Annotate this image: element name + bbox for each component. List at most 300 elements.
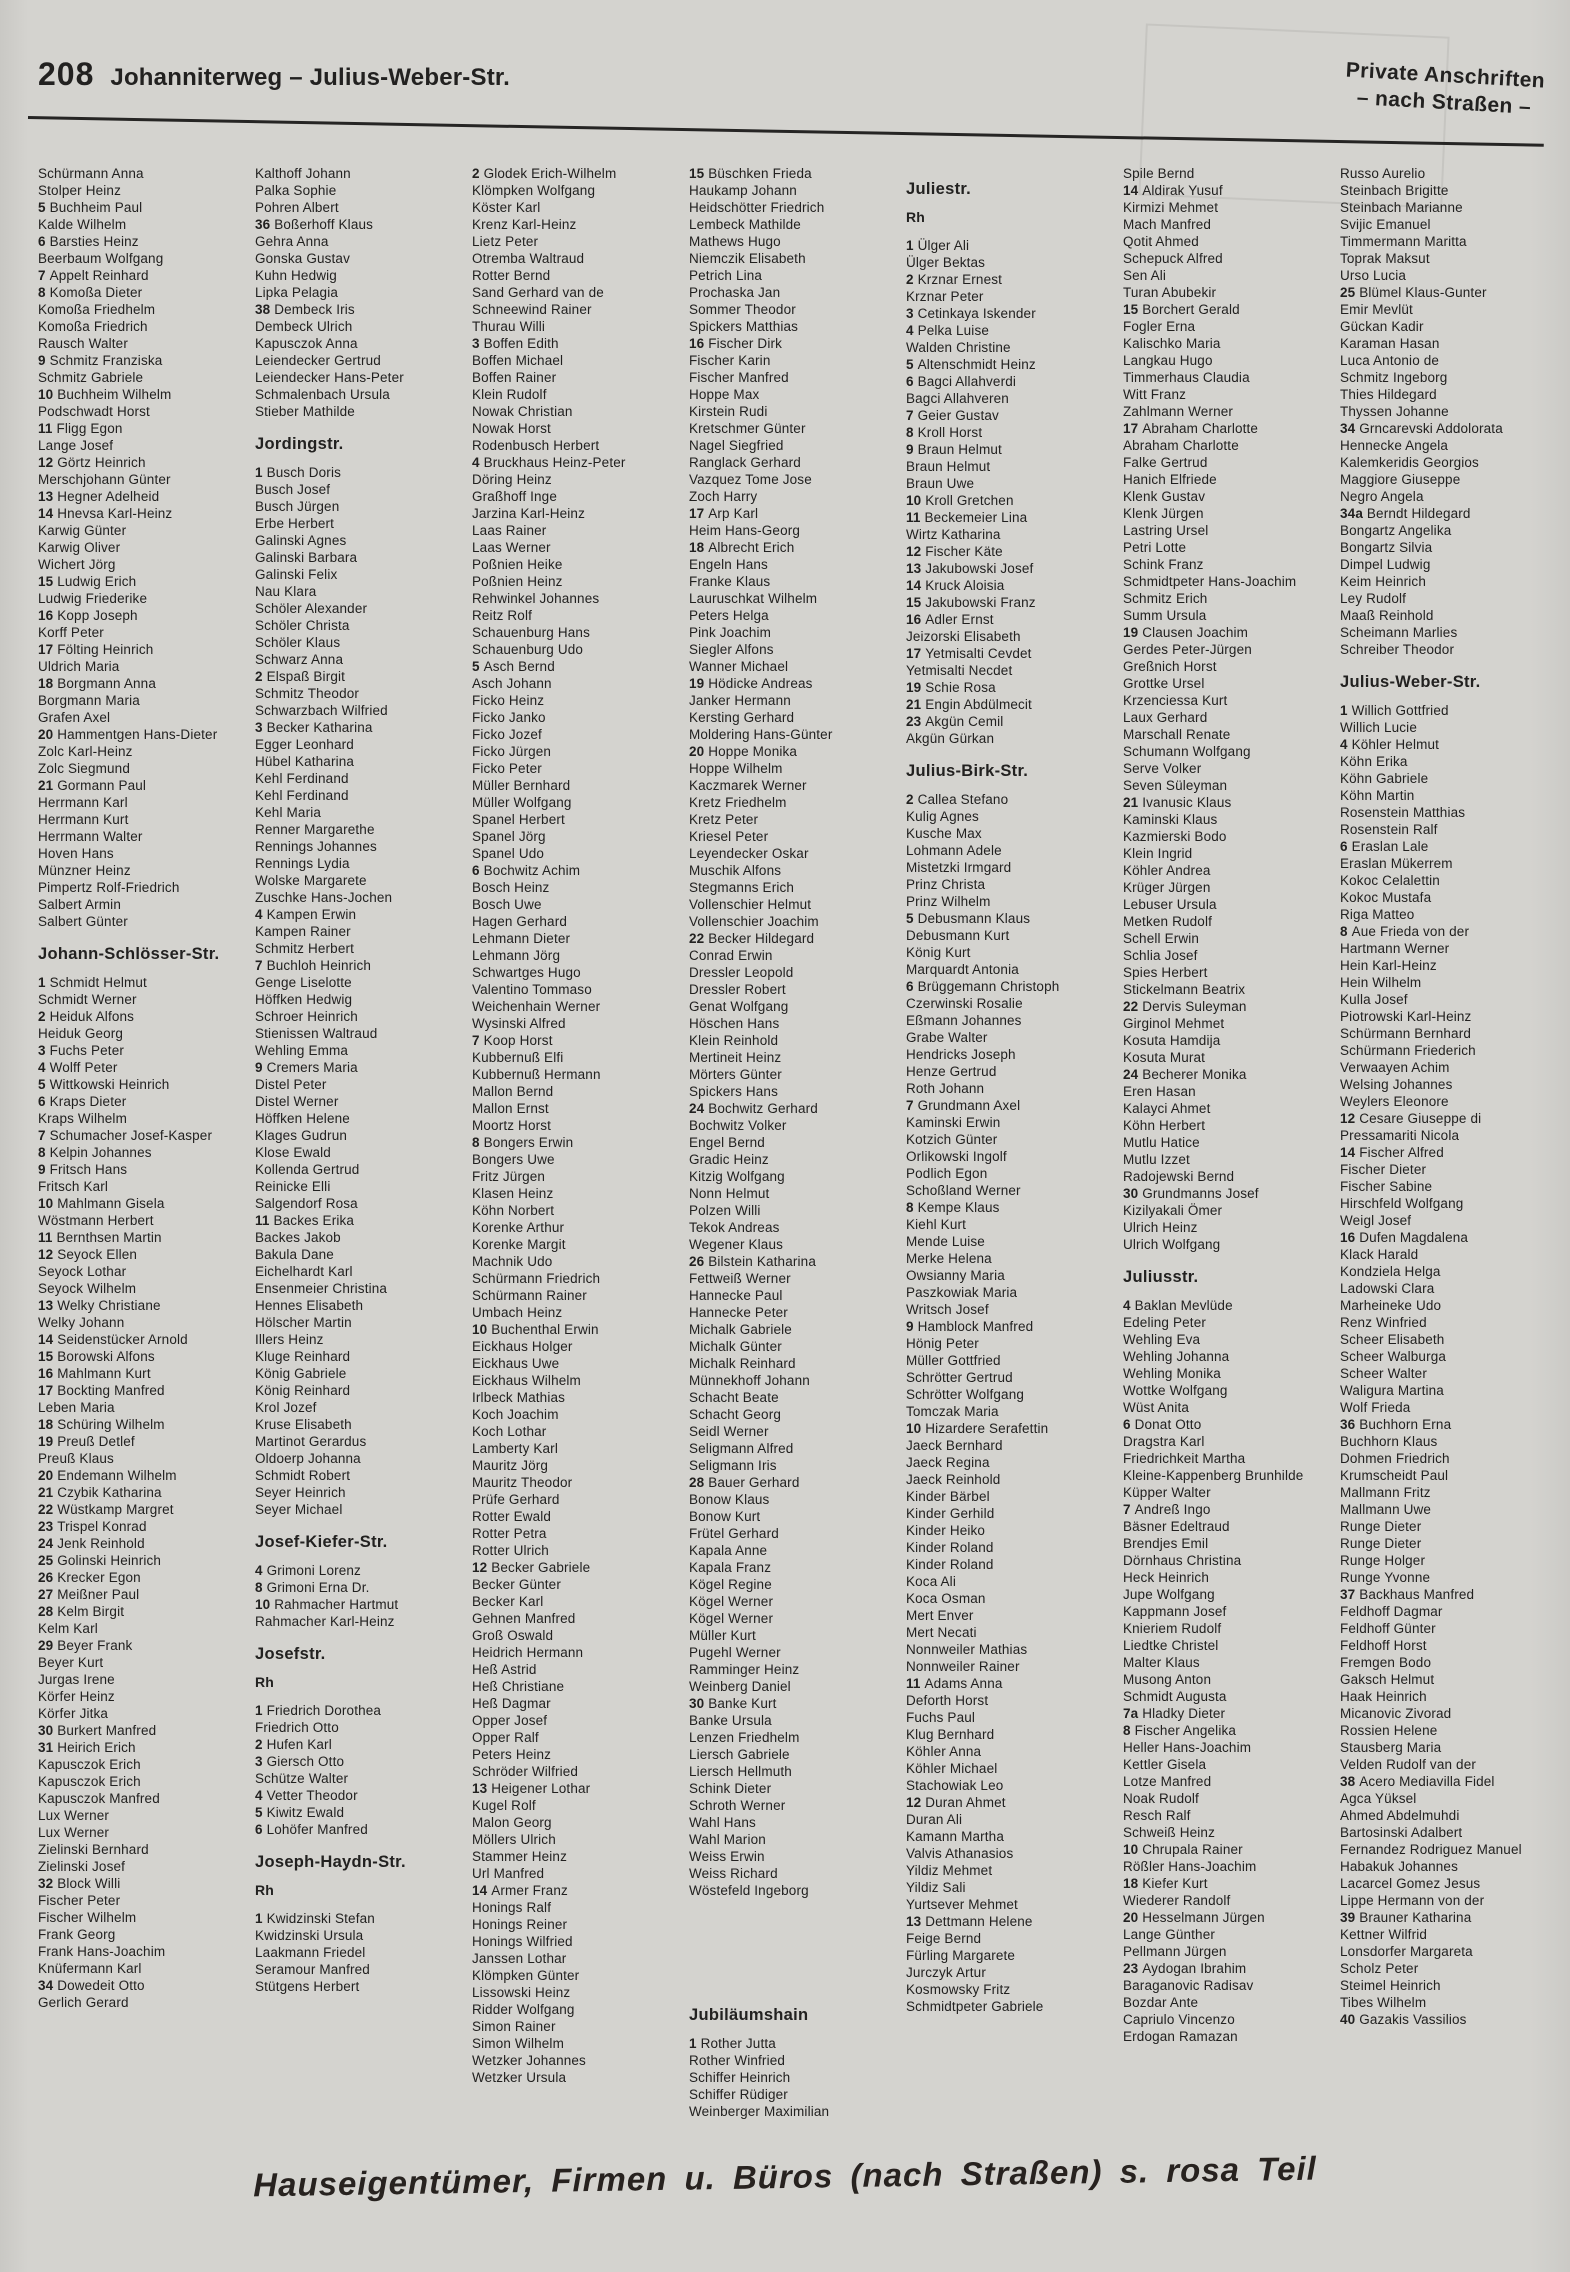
house-number: 13 [906,1914,922,1929]
directory-entry: Polzen Willi [689,1203,761,1218]
directory-entry: Schmidtpeter Hans-Joachim [1123,574,1297,589]
directory-entry: Steinbach Brigitte [1340,183,1449,198]
house-number: 4 [38,1060,46,1075]
directory-entry: Kalthoff Johann [255,166,351,181]
house-number: 9 [38,1162,46,1177]
directory-entry: Karwig Günter [38,523,127,538]
house-number: 38 [1340,1774,1356,1789]
directory-entry: 18 Albrecht Erich [689,540,795,555]
directory-entry: Welky Johann [38,1315,125,1330]
directory-entry: Haak Heinrich [1340,1689,1427,1704]
directory-entry: Schürmann Friederich [1340,1043,1476,1058]
directory-entry: Wolske Margarete [255,873,367,888]
house-number: 5 [38,200,46,215]
directory-entry: Schmidt Augusta [1123,1689,1227,1704]
directory-entry: Abraham Charlotte [1123,438,1239,453]
directory-entry: Heß Christiane [472,1679,565,1694]
directory-entry: Nonnweiler Mathias [906,1642,1028,1657]
directory-entry: 25 Golinski Heinrich [38,1553,162,1568]
house-number: 6 [38,1094,46,1109]
directory-entry: 5 Kiwitz Ewald [255,1805,345,1820]
directory-entry: Weiss Erwin [689,1849,765,1864]
directory-entry: Frank Georg [38,1927,116,1942]
house-number: 8 [1340,924,1348,939]
directory-entry: 4 Grimoni Lorenz [255,1563,361,1578]
house-number: 12 [472,1560,488,1575]
directory-entry: Zahlmann Werner [1123,404,1234,419]
directory-entry: Lebuser Ursula [1123,897,1217,912]
house-number: 14 [38,506,54,521]
directory-entry: Rahmacher Karl-Heinz [255,1614,395,1629]
directory-entry: Rotter Ulrich [472,1543,549,1558]
directory-entry: Verwaayen Achim [1340,1060,1450,1075]
directory-entry: Köhn Herbert [1123,1118,1206,1133]
directory-entry: Köhn Gabriele [1340,771,1429,786]
house-number: 13 [472,1781,488,1796]
house-number: 34 [1340,421,1356,436]
directory-entry: Mert Necati [906,1625,977,1640]
directory-entry: Kazmierski Bodo [1123,829,1227,844]
directory-entry: 26 Bilstein Katharina [689,1254,816,1269]
directory-entry: 8 Kempe Klaus [906,1200,1000,1215]
directory-entry: 11 Fligg Egon [38,421,123,436]
directory-entry: 11 Backes Erika [255,1213,355,1228]
directory-entry: Valentino Tommaso [472,982,592,997]
directory-entry: Kirstein Rudi [689,404,768,419]
directory-entry: 12 Duran Ahmet [906,1795,1006,1810]
directory-entry: Jeizorski Elisabeth [906,629,1021,644]
directory-entry: Fritz Jürgen [472,1169,546,1184]
directory-entry: Braun Uwe [906,476,975,491]
directory-entry: Kinder Bärbel [906,1489,990,1504]
directory-entry: Illers Heinz [255,1332,324,1347]
directory-entry: Müller Wolfgang [472,795,572,810]
directory-entry: 12 Becker Gabriele [472,1560,591,1575]
directory-entry: Kehl Ferdinand [255,788,349,803]
directory-entry: Klug Bernhard [906,1727,995,1742]
directory-entry: Pohren Albert [255,200,339,215]
directory-entry: Kulig Agnes [906,809,979,824]
house-number: 5 [38,1077,46,1092]
directory-entry: 4 Köhler Helmut [1340,737,1440,752]
directory-entry: Laux Gerhard [1123,710,1208,725]
directory-entry: 8 Aue Frieda von der [1340,924,1470,939]
house-number: 36 [255,217,271,232]
directory-entry: Dohmen Friedrich [1340,1451,1450,1466]
directory-entry: Schell Erwin [1123,931,1200,946]
directory-entry: Lenzen Friedhelm [689,1730,800,1745]
directory-entry: Schacht Beate [689,1390,779,1405]
directory-entry: Noak Rudolf [1123,1791,1199,1806]
directory-entry: Hanich Elfriede [1123,472,1217,487]
directory-entry: 29 Beyer Frank [38,1638,133,1653]
directory-entry: Koch Lothar [472,1424,547,1439]
directory-entry: Ley Rudolf [1340,591,1407,606]
house-number: 18 [38,1417,54,1432]
directory-entry: 7a Hladky Dieter [1123,1706,1226,1721]
directory-entry: Kaminski Erwin [906,1115,1001,1130]
directory-entry: Krumscheidt Paul [1340,1468,1449,1483]
directory-entry: Kiehl Kurt [906,1217,967,1232]
directory-entry: Vazquez Tome Jose [689,472,812,487]
house-number: 16 [906,612,922,627]
directory-entry: Dörnhaus Christina [1123,1553,1242,1568]
directory-entry: 8 Kroll Horst [906,425,983,440]
directory-entry: Witt Franz [1123,387,1187,402]
directory-entry: Janker Hermann [689,693,791,708]
directory-entry: 22 Dervis Suleyman [1123,999,1247,1014]
house-number: 7 [906,1098,914,1113]
directory-entry: Nowak Horst [472,421,551,436]
directory-entry: Timmermann Maritta [1340,234,1467,249]
house-number: 4 [472,455,480,470]
house-number: 7 [38,268,46,283]
house-number: 6 [906,979,914,994]
directory-entry: Fritsch Karl [38,1179,109,1194]
directory-entry: Machnik Udo [472,1254,553,1269]
directory-entry: Spickers Hans [689,1084,778,1099]
directory-entry: 9 Cremers Maria [255,1060,358,1075]
house-number: 9 [906,442,914,457]
directory-entry: Wysinski Alfred [472,1016,566,1031]
directory-entry: Gückan Kadir [1340,319,1424,334]
directory-entry: Kinder Gerhild [906,1506,995,1521]
directory-entry: Ficko Heinz [472,693,545,708]
directory-entry: Beyer Kurt [38,1655,104,1670]
directory-entry: 16 Kopp Joseph [38,608,138,623]
house-number: 24 [689,1101,705,1116]
directory-entry: Agca Yüksel [1340,1791,1417,1806]
house-number: 23 [906,714,922,729]
house-number: 20 [38,727,54,742]
directory-entry: Eßmann Johannes [906,1013,1022,1028]
directory-entry: Kinder Roland [906,1557,994,1572]
directory-entry: Korenke Arthur [472,1220,565,1235]
house-number: 39 [1340,1910,1356,1925]
directory-entry: Simon Wilhelm [472,2036,564,2051]
directory-entry: 8 Bongers Erwin [472,1135,574,1150]
directory-entry: Ramminger Heinz [689,1662,800,1677]
directory-entry: Opper Josef [472,1713,548,1728]
directory-entry: 31 Heirich Erich [38,1740,136,1755]
directory-entry: Kokoc Mustafa [1340,890,1432,905]
directory-entry: Luca Antonio de [1340,353,1440,368]
directory-entry: 5 Wittkowski Heinrich [38,1077,170,1092]
directory-entry: Schiffer Heinrich [689,2070,791,2085]
house-number: 6 [255,1822,263,1837]
directory-entry: Schürmann Rainer [472,1288,587,1303]
directory-entry: Opper Ralf [472,1730,539,1745]
directory-entry: Bosch Uwe [472,897,542,912]
directory-entry: Rother Winfried [689,2053,786,2068]
house-number: 4 [1123,1298,1131,1313]
directory-entry: Writsch Josef [906,1302,989,1317]
house-number: 6 [1123,1417,1131,1432]
directory-entry: Leyendecker Oskar [689,846,809,861]
directory-entry: Fremgen Bodo [1340,1655,1432,1670]
directory-entry: Klein Rudolf [472,387,547,402]
directory-entry: Jurczyk Artur [906,1965,986,1980]
directory-entry: Komoßa Friedhelm [38,302,156,317]
directory-entry: Siegler Alfons [689,642,774,657]
house-number: 23 [1123,1961,1139,1976]
directory-entry: Klages Gudrun [255,1128,348,1143]
directory-entry: Kapala Franz [689,1560,772,1575]
directory-entry: 7 Andreß Ingo [1123,1502,1211,1517]
house-number: 37 [1340,1587,1356,1602]
directory-entry: Fischer Wilhelm [38,1910,137,1925]
house-number: 1 [906,238,914,253]
directory-entry: 39 Brauner Katharina [1340,1910,1472,1925]
directory-entry: Honings Wilfried [472,1934,573,1949]
directory-entry: Marheineke Udo [1340,1298,1442,1313]
directory-entry: Kamann Martha [906,1829,1004,1844]
directory-entry: Ahmed Abdelmuhdi [1340,1808,1460,1823]
directory-entry: Spanel Udo [472,846,545,861]
directory-entry: Kluge Reinhard [255,1349,351,1364]
directory-entry: Runge Dieter [1340,1536,1422,1551]
directory-entry: Friedrich Otto [255,1720,339,1735]
directory-entry: Bozdar Ante [1123,1995,1199,2010]
directory-entry: Becker Karl [472,1594,544,1609]
directory-entry: Krenz Karl-Heinz [472,217,577,232]
directory-entry: Busch Jürgen [255,499,340,514]
column-gap [689,1899,886,1991]
directory-entry: 21 Czybik Katharina [38,1485,162,1500]
directory-entry: Ulrich Wolfgang [1123,1237,1221,1252]
directory-entry: Kapusczok Anna [255,336,358,351]
house-number: 15 [689,166,705,181]
directory-entry: 22 Wüstkamp Margret [38,1502,174,1517]
house-number: 10 [472,1322,488,1337]
directory-entry: Heidrich Hermann [472,1645,584,1660]
directory-column-4 [689,165,886,2150]
directory-entry: 8 Komoßa Dieter [38,285,143,300]
house-number: 2 [255,669,263,684]
directory-entry: Müller Gottfried [906,1353,1001,1368]
directory-entry: 17 Arp Karl [689,506,759,521]
directory-entry: Mallmann Uwe [1340,1502,1432,1517]
page-header [38,56,510,93]
directory-entry: Schlia Josef [1123,948,1198,963]
directory-entry: Schneewind Rainer [472,302,592,317]
directory-entry: 7 Buchloh Heinrich [255,958,372,973]
directory-entry: Hübel Katharina [255,754,355,769]
directory-entry: 2 Heiduk Alfons [38,1009,135,1024]
directory-entry: Mertineit Heinz [689,1050,782,1065]
directory-entry: Ensenmeier Christina [255,1281,388,1296]
directory-entry: Scheimann Marlies [1340,625,1458,640]
directory-entry: 11 Bernthsen Martin [38,1230,162,1245]
directory-entry: Rotter Petra [472,1526,547,1541]
house-number: 12 [38,1247,54,1262]
directory-entry: Hannecke Paul [689,1288,783,1303]
house-number: 11 [255,1213,270,1228]
house-number: 10 [255,1597,271,1612]
directory-entry: Leiendecker Hans-Peter [255,370,404,385]
house-number: 16 [1340,1230,1356,1245]
directory-entry: Stieber Mathilde [255,404,355,419]
directory-entry: Kuhn Hedwig [255,268,337,283]
house-number: 31 [38,1740,54,1755]
directory-entry: Feige Bernd [906,1931,982,1946]
house-number: 10 [38,387,54,402]
directory-entry: Kalayci Ahmet [1123,1101,1211,1116]
directory-entry: Haukamp Johann [689,183,797,198]
directory-entry: Umbach Heinz [472,1305,563,1320]
directory-entry: Dembeck Ulrich [255,319,353,334]
directory-entry: Yildiz Sali [906,1880,966,1895]
directory-entry: Schmitz Herbert [255,941,355,956]
directory-entry: Fischer Dieter [1340,1162,1427,1177]
directory-entry: Michalk Günter [689,1339,782,1354]
directory-entry: 16 Adler Ernst [906,612,994,627]
directory-entry: Baraganovic Radisav [1123,1978,1254,1993]
house-number: 24 [1123,1067,1139,1082]
directory-entry: Grafen Axel [38,710,111,725]
directory-entry: Eickhaus Wilhelm [472,1373,581,1388]
directory-entry: Peters Helga [689,608,769,623]
house-number: 11 [38,421,53,436]
directory-entry: Stolper Heinz [38,183,121,198]
directory-entry: Höffken Hedwig [255,992,353,1007]
directory-entry: Salbert Günter [38,914,128,929]
directory-entry: Honings Ralf [472,1900,552,1915]
directory-entry: Karwig Oliver [38,540,121,555]
directory-entry: Stienissen Waltraud [255,1026,378,1041]
directory-entry: 4 Wolff Peter [38,1060,118,1075]
house-number: 6 [472,863,480,878]
house-number: 15 [38,574,54,589]
directory-entry: Seyer Heinrich [255,1485,346,1500]
directory-entry: 6 Lohöfer Manfred [255,1822,368,1837]
house-number: 10 [38,1196,54,1211]
directory-entry: Kretz Friedhelm [689,795,787,810]
directory-entry: Marquardt Antonia [906,962,1019,977]
directory-entry: Galinski Agnes [255,533,347,548]
directory-entry: Pressamariti Nicola [1340,1128,1460,1143]
directory-entry: Banke Ursula [689,1713,772,1728]
directory-entry: 6 Bochwitz Achim [472,863,581,878]
directory-entry: Mallmann Fritz [1340,1485,1431,1500]
directory-entry: Jaeck Reinhold [906,1472,1001,1487]
directory-entry: Koca Osman [906,1591,986,1606]
directory-entry: Klack Harald [1340,1247,1419,1262]
directory-entry: Seyer Michael [255,1502,343,1517]
directory-entry: 23 Trispel Konrad [38,1519,147,1534]
directory-entry: Marschall Renate [1123,727,1231,742]
directory-entry: Wichert Jörg [38,557,116,572]
directory-entry: Lauruschkat Wilhelm [689,591,818,606]
directory-entry: Renz Winfried [1340,1315,1427,1330]
directory-entry: Borgmann Maria [38,693,140,708]
directory-entry: Beerbaum Wolfgang [38,251,164,266]
directory-entry: Krzenciessa Kurt [1123,693,1228,708]
house-number: 11 [906,510,921,525]
directory-entry: Zolc Siegmund [38,761,130,776]
directory-entry: Spanel Herbert [472,812,565,827]
directory-entry: Schauenburg Udo [472,642,584,657]
directory-entry: Lippe Hermann von der [1340,1893,1485,1908]
directory-entry: 9 Schmitz Franziska [38,353,163,368]
directory-entry: 4 Kampen Erwin [255,907,357,922]
directory-entry: Fernandez Rodriguez Manuel [1340,1842,1522,1857]
directory-entry: Zolc Karl-Heinz [38,744,133,759]
directory-entry: Hönig Peter [906,1336,979,1351]
directory-entry: 9 Braun Helmut [906,442,1002,457]
directory-entry: Dragstra Karl [1123,1434,1205,1449]
house-number: 15 [1123,302,1139,317]
directory-entry: Girginol Mehmet [1123,1016,1225,1031]
directory-entry: 17 Bockting Manfred [38,1383,165,1398]
directory-entry: Komoßa Friedrich [38,319,148,334]
house-number: 1 [255,1703,263,1718]
house-number: 38 [255,302,271,317]
street-heading: Jordingstr. [255,435,344,453]
directory-entry: 32 Block Willi [38,1876,121,1891]
directory-entry: Nagel Siegfried [689,438,784,453]
directory-column-1 [38,165,235,2150]
directory-entry: Thyssen Johanne [1340,404,1449,419]
house-number: 12 [1340,1111,1356,1126]
directory-entry: 6 Brüggemann Christoph [906,979,1060,994]
directory-entry: 8 Fischer Angelika [1123,1723,1237,1738]
directory-entry: Jurgas Irene [38,1672,115,1687]
directory-entry: 10 Chrupala Rainer [1123,1842,1243,1857]
directory-entry: Lietz Peter [472,234,539,249]
house-number: 3 [906,306,914,321]
house-number: 23 [38,1519,54,1534]
directory-entry: 2 Callea Stefano [906,792,1009,807]
directory-entry: 20 Hammentgen Hans-Dieter [38,727,218,742]
directory-entry: 28 Kelm Birgit [38,1604,125,1619]
directory-entry: Knieriem Rudolf [1123,1621,1222,1636]
directory-entry: Eickhaus Holger [472,1339,573,1354]
directory-entry: 13 Jakubowski Josef [906,561,1034,576]
directory-entry: Köhler Anna [906,1744,982,1759]
house-number: 8 [255,1580,263,1595]
directory-entry: Lotze Manfred [1123,1774,1212,1789]
house-number: 13 [906,561,922,576]
house-number: 16 [38,1366,54,1381]
directory-entry: 19 Preuß Detlef [38,1434,135,1449]
house-number: 8 [1123,1723,1131,1738]
directory-entry: Wottke Wolfgang [1123,1383,1228,1398]
directory-entry: Micanovic Zivorad [1340,1706,1452,1721]
directory-entry: Lux Werner [38,1825,110,1840]
directory-entry: 7 Appelt Reinhard [38,268,149,283]
directory-entry: Hoven Hans [38,846,114,861]
directory-entry: 34 Grncarevski Addolorata [1340,421,1503,436]
house-number: 20 [38,1468,54,1483]
directory-entry: Boffen Rainer [472,370,557,385]
house-number: 8 [38,285,46,300]
directory-entry: Dressler Robert [689,982,786,997]
directory-entry: 15 Borowski Alfons [38,1349,155,1364]
directory-entry: 30 Banke Kurt [689,1696,777,1711]
directory-entry: 13 Hegner Adelheid [38,489,160,504]
house-number: 27 [38,1587,54,1602]
directory-entry: Herrmann Kurt [38,812,129,827]
directory-entry: Weinberg Daniel [689,1679,791,1694]
directory-entry: Leiendecker Gertrud [255,353,381,368]
directory-entry: Schoßland Werner [906,1183,1021,1198]
directory-entry: Weichenhain Werner [472,999,601,1014]
directory-entry: Egger Leonhard [255,737,354,752]
directory-entry: Kapusczok Manfred [38,1791,160,1806]
directory-entry: Ülger Bektas [906,255,986,270]
directory-entry: 19 Hödicke Andreas [689,676,813,691]
